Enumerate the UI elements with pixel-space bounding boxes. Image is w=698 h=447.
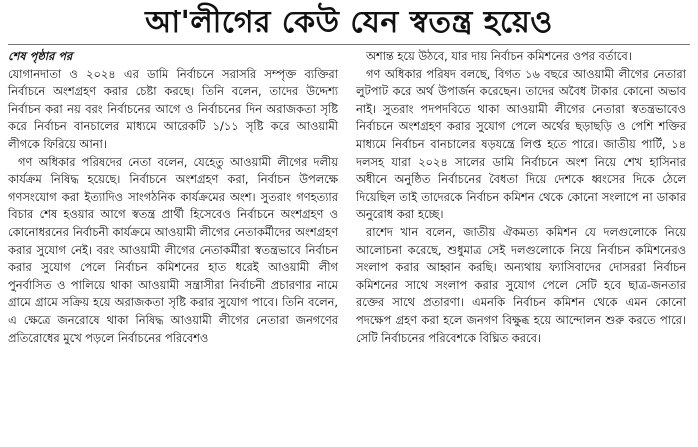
kicker: শেষ পৃষ্ঠার পর bbox=[8, 49, 73, 63]
paragraph: যোগানদাতা ও ২০২৪ এর ডামি নির্বাচনে সরাসরি সম্পৃক্ত ব্যক্তিরা নির্বাচনে অংশগ্রহণ করার চেষ্টা করছে। তিনি বলেন, তাদের উদ্দেশ্য নির্বাচন করা নয় বরং নির্বাচনের আগে ও নির্বাচনের দিন অরাজকতা সৃষ্টি করে নির্বাচন বানচালের মাধ্যমে আরেকটি ১/১১ সৃষ্টি করে আওয়ামী লীগকে ফিরিয়ে আনা। bbox=[8, 66, 338, 151]
kicker-line bbox=[8, 48, 338, 66]
left-column bbox=[8, 48, 338, 347]
headline-rule bbox=[8, 44, 690, 45]
paragraph: গণ অধিকার পরিষদ বলছে, বিগত ১৬ বছরে আওয়ামী লীগের নেতারা লুটপাট করে অর্থ উপার্জন করেছেন। তাদের অবৈধ টাকার কোনো অভাব নাই। সুতরাং পদপদবিতে থাকা আওয়ামী লীগের নেতারা স্বতন্ত্রভাবেও নির্বাচনে অংশগ্রহণ করার সুযোগ পেলে অর্থের ছড়াছড়ি ও পেশি শক্তির মাধ্যমে নির্বাচন বানচালের ষড়যন্ত্রে লিপ্ত হতে পারে। জাতীয় পার্টি, ১৪ দলসহ যারা ২০২৪ সালের ডামি নির্বাচনে অংশ নিয়ে শেখ হাসিনার অধীনে অনুষ্ঠিত নির্বাচনের বৈধতা দিয়ে দেশকে ধ্বংসের দিকে ঠেলে দিয়েছিল তাই তাদেরকে নির্বাচন কমিশন থেকে কোনো সংলাপে না ডাকার অনুরোধ করা হচ্ছে। bbox=[356, 66, 686, 222]
right-column bbox=[356, 48, 686, 347]
headline: আ'লীগের কেউ যেন স্বতন্ত্র হয়েও bbox=[145, 5, 553, 40]
paragraph: রাশেদ খান বলেন, জাতীয় ঐকমত্য কমিশন যে দলগুলোকে নিয়ে আলোচনা করেছে, শুধুমাত্র সেই দলগুলোকে নিয়ে নির্বাচন কমিশনেরও সংলাপ করার আহ্বান করছি। অন্যথায় ফ্যাসিবাদের দোসররা নির্বাচন কমিশনের সাথে সংলাপ করার সুযোগ পেলে সেটি হবে ছাত্র-জনতার রক্তের সাথে প্রতারণা। এমনকি নির্বাচন কমিশন থেকে এমন কোনো পদক্ষেপ গ্রহণ করা হলে জনগণ বিক্ষুব্ধ হয়ে আন্দোলন শুরু করতে পারে। সেটি নির্বাচনের পরিবেশকে বিঘ্নিত করবে। bbox=[356, 224, 686, 345]
paragraph: অশান্ত হয়ে উঠবে, যার দায় নির্বাচন কমিশনের ওপর বর্তাবে। bbox=[366, 49, 632, 63]
paragraph: গণ অধিকার পরিষদের নেতা বলেন, যেহেতু আওয়ামী লীগের দলীয় কার্যক্রম নিষিদ্ধ হয়েছে। নির্বাচনে অংশগ্রহণ করা, নির্বাচন উপলক্ষে গণসংযোগ করা ইত্যাদিও সাংগঠনিক কার্যক্রমের অংশ। সুতরাং গণহত্যার বিচার শেষ হওয়ার আগে স্বতন্ত্র প্রার্থী হিসেবেও নির্বাচনে অংশগ্রহণ ও কোনোধরনের নির্বাচনী কার্যক্রমে আওয়ামী লীগের নেতাকর্মীদের অংশগ্রহণ করার সুযোগ নেই। বরং আওয়ামী লীগের নেতাকর্মীরা স্বতন্ত্রভাবে নির্বাচন করার সুযোগ পেলে নির্বাচন কমিশনের হাত ধরেই আওয়ামী লীগ পুনর্বাসিত ও পালিয়ে থাকা আওয়ামী সন্ত্রাসীরা নির্বাচনী প্রচারণার নামে গ্রামে গ্রামে সক্রিয় হয়ে অরাজকতা সৃষ্টি করার সুযোগ পাবে। তিনি বলেন, এ ক্ষেত্রে জনরোষে থাকা নিষিদ্ধ আওয়ামী লীগের নেতারা জনগণের প্রতিরোধের মুখে পড়লে নির্বাচনের পরিবেশও bbox=[8, 154, 338, 345]
